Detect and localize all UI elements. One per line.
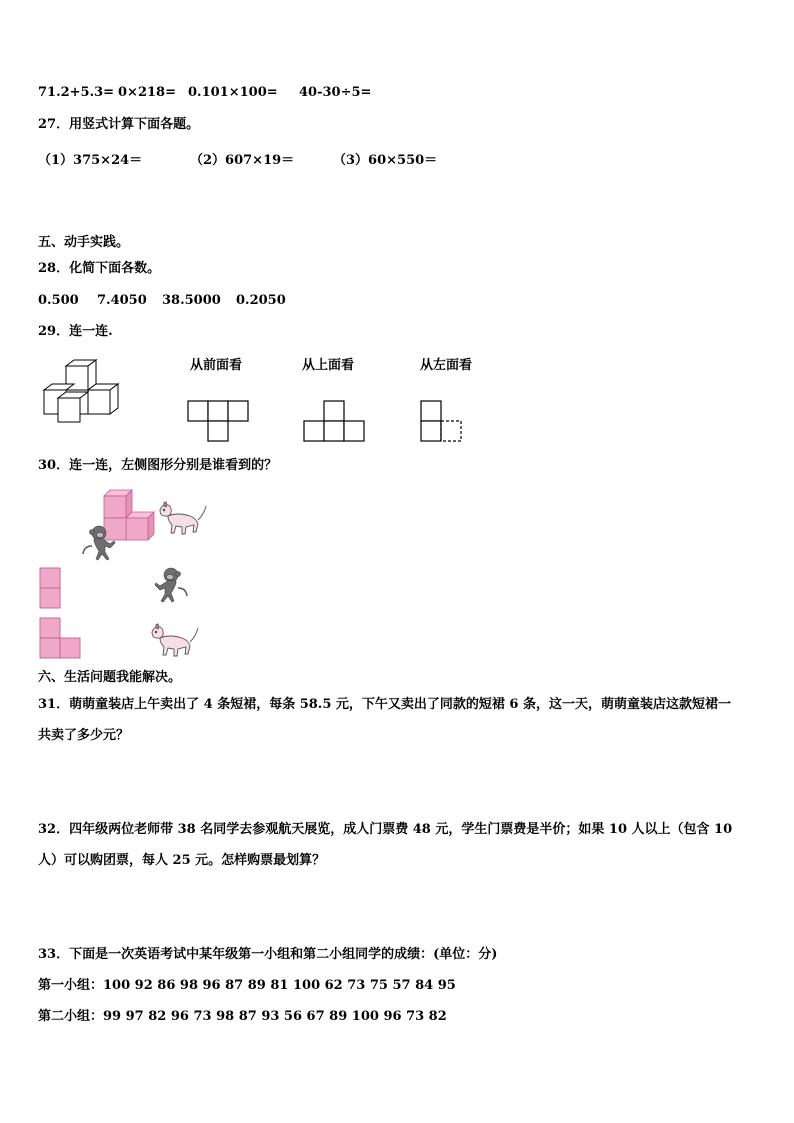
calc-item: 0.101×100= [188, 85, 278, 100]
view-label-front: 从前面看 [190, 358, 243, 373]
view-label-left: 从左面看 [420, 358, 473, 373]
number-item: 38.5000 [162, 293, 221, 308]
l-shape-view [39, 617, 83, 661]
question-27-item: （2）607×19＝ [190, 153, 295, 168]
monkey-icon [151, 566, 191, 606]
question-33-group-2: 第二小组：99 97 82 96 73 98 87 93 56 67 89 100 96 73 82 [38, 1009, 447, 1024]
question-28-title: 28．化简下面各数。 [38, 261, 161, 276]
question-32-line-1: 32．四年级两位老师带 38 名同学去参观航天展览，成人门票费 48 元，学生门票费是半价；如果 10 人以上（包含 10 [38, 822, 733, 837]
question-27-item: （1）375×24＝ [38, 153, 143, 168]
question-31-line-1: 31．萌萌童装店上午卖出了 4 条短裙，每条 58.5 元，下午又卖出了同款的短裙 6 条，这一天，萌萌童装店这款短裙一 [38, 697, 731, 712]
question-33-title: 33．下面是一次英语考试中某年级第一小组和第二小组同学的成绩：(单位：分) [38, 947, 498, 962]
monkey-icon [79, 524, 119, 564]
number-item: 0.2050 [236, 293, 286, 308]
question-33-group-1: 第一小组：100 92 86 98 96 87 89 81 100 62 73 75 57 84 95 [38, 978, 456, 993]
number-item: 0.500 [38, 293, 79, 308]
question-30-title: 30．连一连，左侧图形分别是谁看到的？ [38, 458, 278, 473]
vertical-two-square-view [39, 567, 63, 611]
section-6-heading: 六、生活问题我能解决。 [38, 670, 182, 685]
front-view-diagram [188, 401, 252, 443]
calc-item: 71.2+5.3= [38, 85, 115, 100]
top-view-diagram [304, 401, 368, 443]
calc-item: 0×218= [118, 85, 176, 100]
number-item: 7.4050 [97, 293, 147, 308]
left-view-diagram [421, 401, 465, 443]
section-5-heading: 五、动手实践。 [38, 235, 130, 250]
question-27-item: （3）60×550＝ [333, 153, 438, 168]
question-27-title: 27．用竖式计算下面各题。 [38, 117, 200, 132]
cube-stack-figure [44, 358, 114, 424]
question-31-line-2: 共卖了多少元？ [38, 728, 130, 743]
question-29-title: 29．连一连. [38, 324, 113, 339]
dog-icon [158, 502, 208, 536]
view-label-top: 从上面看 [302, 358, 355, 373]
question-32-line-2: 人）可以购团票，每人 25 元。怎样购票最划算？ [38, 853, 326, 868]
calc-item: 40-30÷5= [299, 85, 372, 100]
dog-icon [150, 624, 200, 658]
